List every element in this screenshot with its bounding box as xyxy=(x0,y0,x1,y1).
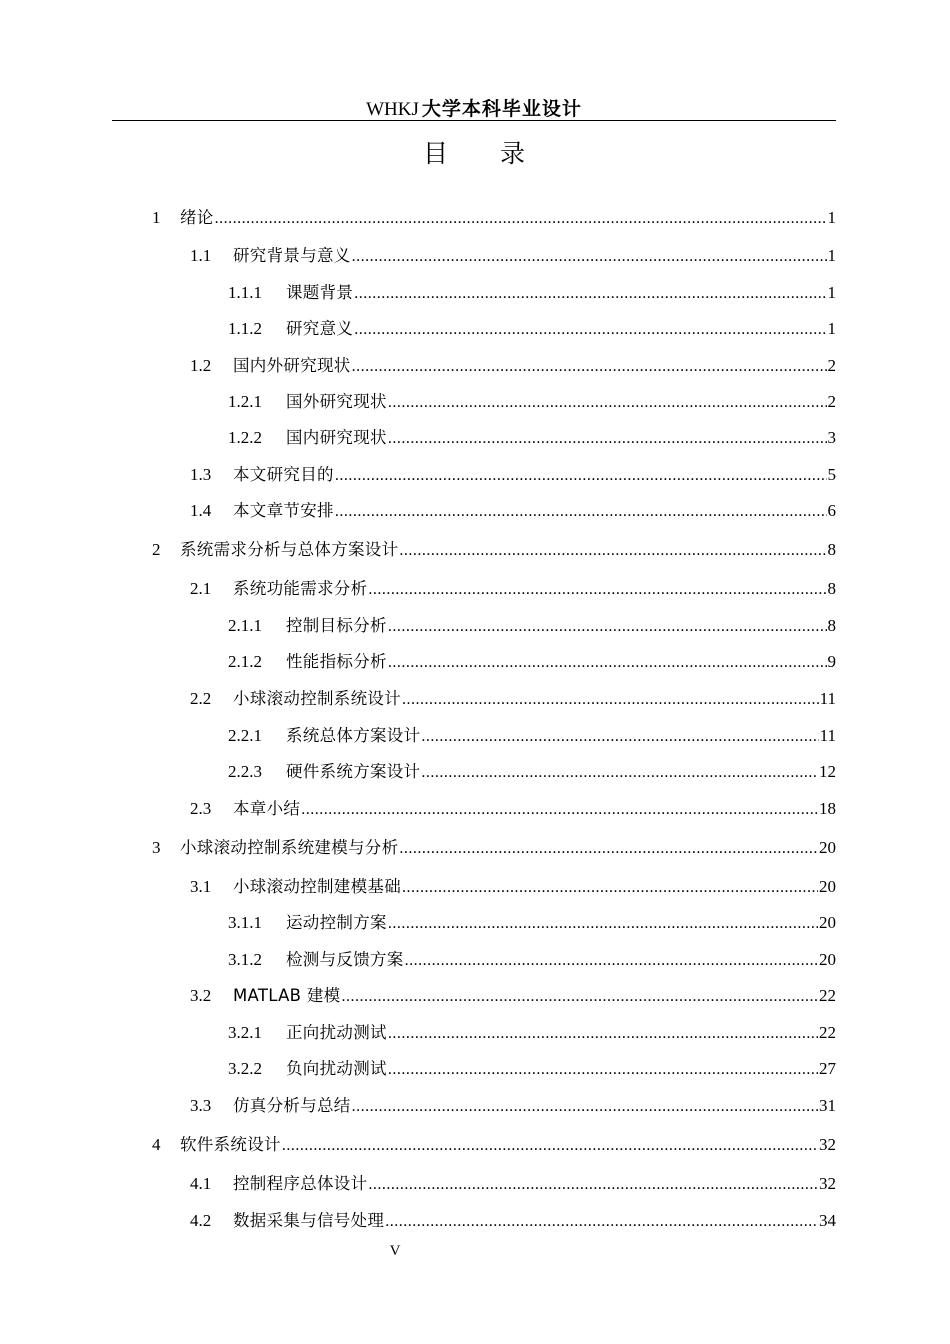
toc-entry-title: 负向扰动测试 xyxy=(286,1059,387,1078)
toc-entry-page: 22 xyxy=(819,1023,836,1042)
toc-dot-leader xyxy=(301,801,818,819)
toc-entry-title: 控制目标分析 xyxy=(286,616,387,635)
toc-entry-page: 18 xyxy=(819,799,836,818)
toc-entry-title: 检测与反馈方案 xyxy=(286,950,404,969)
toc-entry-page: 11 xyxy=(819,689,836,708)
toc-entry-number: 2.3 xyxy=(190,799,212,818)
toc-entry-number: 2.2 xyxy=(190,689,212,708)
toc-entry-number: 2.1.2 xyxy=(228,652,262,671)
toc-entry-page: 27 xyxy=(819,1059,836,1078)
toc-entry[interactable] xyxy=(190,1092,836,1118)
toc-entry-number: 1.2.1 xyxy=(228,392,262,411)
toc-entry-number: 2.2.3 xyxy=(228,762,262,781)
toc-entry-number: 1.1.2 xyxy=(228,319,262,338)
toc-entry-number: 3.2.1 xyxy=(228,1023,262,1042)
toc-dot-leader xyxy=(354,285,826,303)
toc-entry-number: 3.1.2 xyxy=(228,950,262,969)
toc-dot-leader xyxy=(388,394,827,412)
toc-entry-page: 8 xyxy=(827,616,836,635)
toc-entry[interactable] xyxy=(190,575,836,601)
toc-dot-leader xyxy=(405,952,818,970)
toc-entry-page: 20 xyxy=(819,913,836,932)
toc-entry-title: 本文章节安排 xyxy=(233,501,334,520)
toc-entry-number: 1.2.2 xyxy=(228,428,262,447)
toc-entry-title: 系统需求分析与总体方案设计 xyxy=(180,540,399,559)
toc-entry-page: 5 xyxy=(827,465,836,484)
toc-entry-number: 3 xyxy=(152,838,161,857)
toc-entry-page: 1 xyxy=(827,283,836,302)
toc-entry-page: 8 xyxy=(827,540,836,559)
toc-entry-number: 3.2 xyxy=(190,986,212,1005)
toc-dot-leader xyxy=(368,1176,818,1194)
toc-entry-title: 国外研究现状 xyxy=(286,392,387,411)
toc-entry[interactable] xyxy=(228,388,836,414)
toc-entry-number: 3.3 xyxy=(190,1096,212,1115)
toc-entry-number: 3.2.2 xyxy=(228,1059,262,1078)
toc-entry-page: 12 xyxy=(819,762,836,781)
toc-entry-title: 小球滚动控制建模基础 xyxy=(233,877,401,896)
toc-entry[interactable] xyxy=(228,315,836,341)
toc-entry[interactable] xyxy=(228,722,836,748)
toc-entry-title: 国内外研究现状 xyxy=(233,356,351,375)
toc-entry-title: 本章小结 xyxy=(233,799,301,818)
toc-entry[interactable] xyxy=(190,1170,836,1196)
toc-entry-number: 1.1.1 xyxy=(228,283,262,302)
toc-entry[interactable] xyxy=(228,612,836,638)
toc-entry-number: 4.2 xyxy=(190,1211,212,1230)
toc-entry[interactable] xyxy=(152,1131,836,1157)
page-number: V xyxy=(389,1243,401,1259)
header-latin: WHKJ xyxy=(366,99,419,120)
toc-entry[interactable] xyxy=(228,424,836,450)
toc-entry-page: 1 xyxy=(827,319,836,338)
toc-dot-leader xyxy=(368,581,826,599)
toc-dot-leader xyxy=(388,654,827,672)
toc-dot-leader xyxy=(399,840,818,858)
toc-entry-number: 1.1 xyxy=(190,246,212,265)
toc-dot-leader xyxy=(421,764,818,782)
toc-entry-number: 1.2 xyxy=(190,356,212,375)
toc-entry-page: 8 xyxy=(827,579,836,598)
toc-entry-page: 32 xyxy=(819,1174,836,1193)
toc-entry-page: 2 xyxy=(827,392,836,411)
toc-entry[interactable] xyxy=(228,279,836,305)
toc-entry[interactable] xyxy=(190,795,836,821)
toc-entry-title: 正向扰动测试 xyxy=(286,1023,387,1042)
toc-dot-leader xyxy=(402,691,819,709)
toc-entry-page: 34 xyxy=(819,1211,836,1230)
toc-entry-page: 20 xyxy=(819,838,836,857)
toc-dot-leader xyxy=(388,1025,818,1043)
toc-dot-leader xyxy=(341,988,818,1006)
header-cjk: 大学本科毕业设计 xyxy=(421,98,582,120)
toc-entry-page: 1 xyxy=(827,246,836,265)
toc-entry-title: 小球滚动控制系统设计 xyxy=(233,689,401,708)
toc-entry-number: 2 xyxy=(152,540,161,559)
toc-title: 目 录 xyxy=(423,139,547,168)
toc-entry[interactable] xyxy=(190,685,836,711)
toc-dot-leader xyxy=(421,728,818,746)
toc-entry-page: 32 xyxy=(819,1135,836,1154)
toc-dot-leader xyxy=(335,503,827,521)
toc-dot-leader xyxy=(282,1137,818,1155)
toc-entry-title: 性能指标分析 xyxy=(286,652,387,671)
toc-entry-page: 22 xyxy=(819,986,836,1005)
toc-entry-title: 硬件系统方案设计 xyxy=(286,762,421,781)
toc-entry-title: 小球滚动控制系统建模与分析 xyxy=(180,838,399,857)
toc-entry-title: 系统功能需求分析 xyxy=(233,579,368,598)
toc-entry-number: 4.1 xyxy=(190,1174,212,1193)
toc-dot-leader xyxy=(215,210,827,228)
toc-dot-leader xyxy=(352,1098,818,1116)
toc-dot-leader xyxy=(335,467,827,485)
toc-entry-number: 2.1 xyxy=(190,579,212,598)
toc-entry-title: 绪论 xyxy=(180,208,214,227)
toc-entry-page: 31 xyxy=(819,1096,836,1115)
toc-dot-leader xyxy=(354,321,826,339)
toc-entry-title: 系统总体方案设计 xyxy=(286,726,421,745)
toc-entry-title: 本文研究目的 xyxy=(233,465,334,484)
toc-dot-leader xyxy=(388,915,818,933)
toc-entry[interactable] xyxy=(190,497,836,523)
toc-entry-title: 运动控制方案 xyxy=(286,913,387,932)
toc-entry[interactable] xyxy=(228,648,836,674)
toc-entry-number: 1.4 xyxy=(190,501,212,520)
toc-entry[interactable] xyxy=(152,204,836,230)
toc-entry[interactable] xyxy=(190,982,836,1008)
toc-dot-leader xyxy=(388,618,827,636)
toc-dot-leader xyxy=(352,248,827,266)
toc-entry-number: 4 xyxy=(152,1135,161,1154)
toc-entry[interactable] xyxy=(190,242,836,268)
toc-entry[interactable] xyxy=(228,1055,836,1081)
toc-entry[interactable] xyxy=(228,946,836,972)
toc-entry-number: 1.3 xyxy=(190,465,212,484)
toc-entry-title: 课题背景 xyxy=(286,283,354,302)
toc-dot-leader xyxy=(352,358,827,376)
toc-entry-title: 仿真分析与总结 xyxy=(233,1096,351,1115)
toc-entry[interactable] xyxy=(190,1207,836,1233)
toc-entry-number: 2.2.1 xyxy=(228,726,262,745)
toc-entry-title: 国内研究现状 xyxy=(286,428,387,447)
toc-dot-leader xyxy=(388,1061,818,1079)
toc-entry-page: 6 xyxy=(827,501,836,520)
toc-entry-number: 3.1.1 xyxy=(228,913,262,932)
toc-entry[interactable] xyxy=(190,352,836,378)
toc-entry[interactable] xyxy=(152,536,836,562)
toc-entry[interactable] xyxy=(190,873,836,899)
toc-entry-title: MATLAB 建模 xyxy=(233,986,341,1005)
toc-entry-title: 控制程序总体设计 xyxy=(233,1174,368,1193)
toc-entry-page: 1 xyxy=(827,208,836,227)
toc-entry-title: 研究背景与意义 xyxy=(233,246,351,265)
toc-dot-leader xyxy=(385,1213,818,1231)
toc-entry-title: 软件系统设计 xyxy=(180,1135,281,1154)
toc-entry-number: 2.1.1 xyxy=(228,616,262,635)
toc-entry-page: 3 xyxy=(827,428,836,447)
page-header xyxy=(112,94,836,121)
toc-entry-page: 11 xyxy=(819,726,836,745)
toc-entry-title: 研究意义 xyxy=(286,319,354,338)
toc-entry-page: 9 xyxy=(827,652,836,671)
toc-entry[interactable] xyxy=(152,834,836,860)
toc-entry-page: 20 xyxy=(819,950,836,969)
toc-dot-leader xyxy=(388,430,827,448)
toc-entry-page: 2 xyxy=(827,356,836,375)
toc-entry[interactable] xyxy=(190,461,836,487)
toc-entry-title: 数据采集与信号处理 xyxy=(233,1211,385,1230)
toc-entry-number: 1 xyxy=(152,208,161,227)
toc-dot-leader xyxy=(402,879,818,897)
header-rule xyxy=(112,120,836,121)
toc-dot-leader xyxy=(399,542,826,560)
toc-entry[interactable] xyxy=(228,758,836,784)
toc-entry-page: 20 xyxy=(819,877,836,896)
toc-entry[interactable] xyxy=(228,909,836,935)
toc-entry-number: 3.1 xyxy=(190,877,212,896)
toc-entry[interactable] xyxy=(228,1019,836,1045)
